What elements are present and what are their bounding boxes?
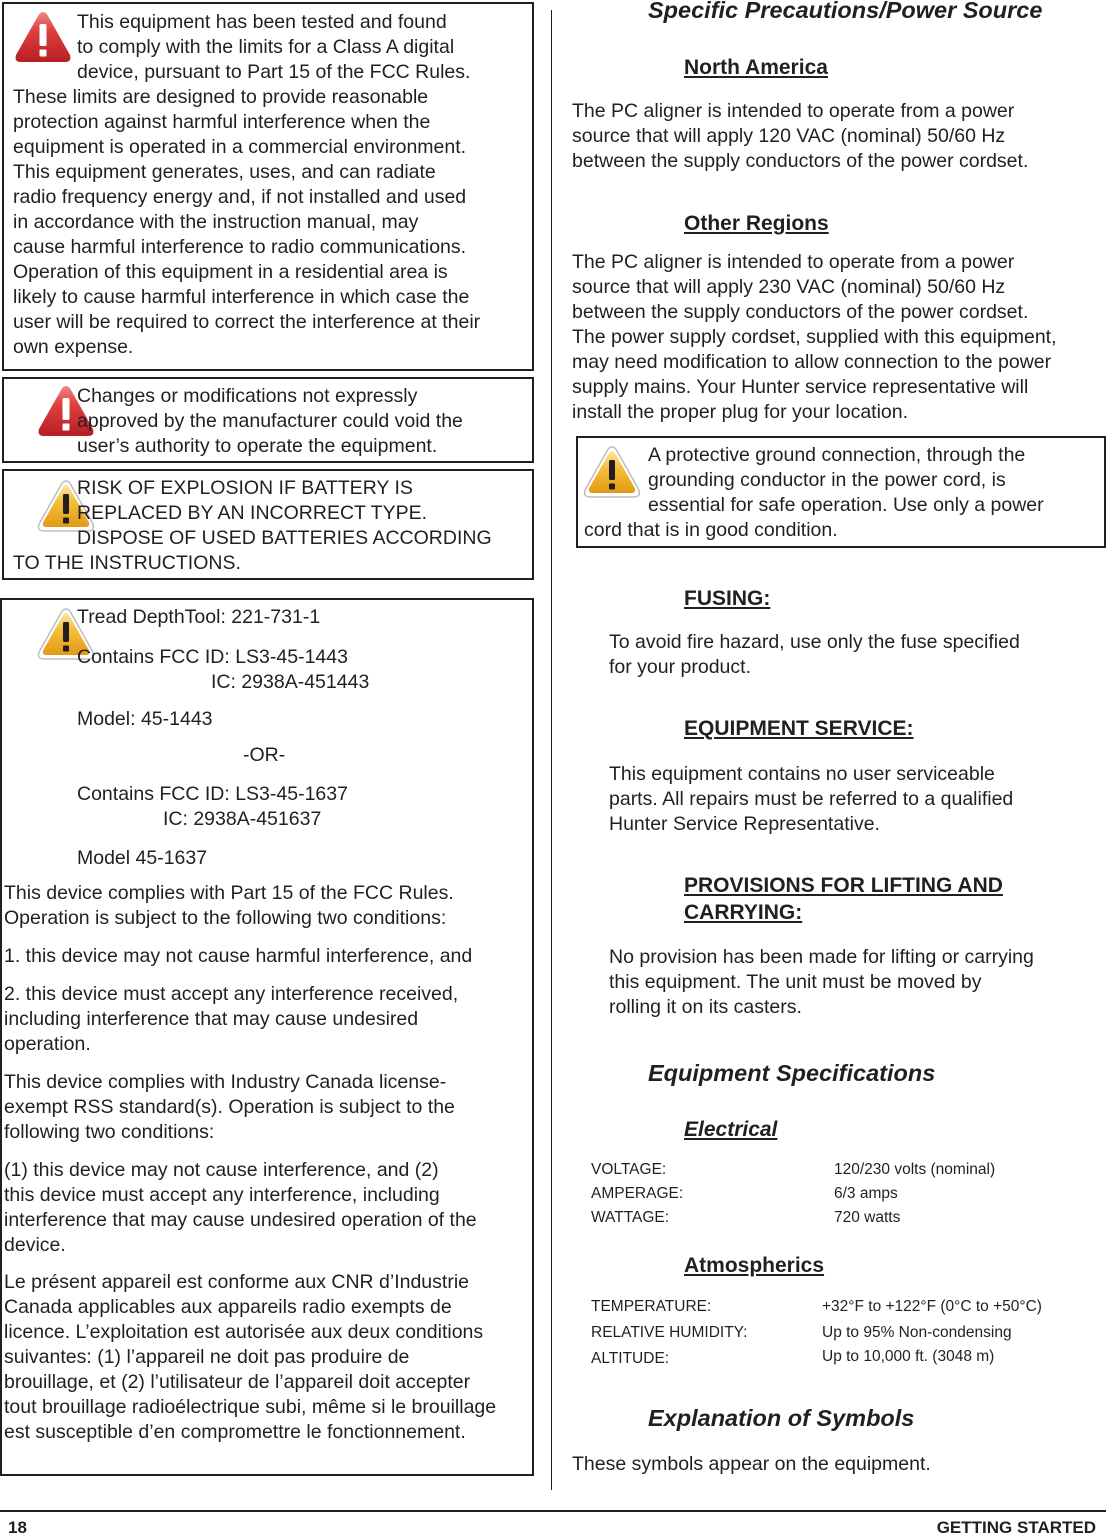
column-divider: [551, 10, 552, 1490]
fusing-heading: FUSING:: [684, 587, 771, 610]
spec-label-amperage: AMPERAGE:: [591, 1185, 684, 1202]
ic-condition-line: interference that may cause undesired operation of the: [4, 1209, 477, 1231]
danger-warning-icon: [13, 9, 73, 65]
condition-2-line: including interference that may cause undesired: [4, 1008, 419, 1030]
ic-compliance-line: This device complies with Industry Canada license-: [4, 1071, 447, 1093]
fcc-body-line: likely to cause harmful interference in which case the: [13, 286, 470, 308]
modification-line: Changes or modifications not expressly: [77, 385, 418, 407]
ic-condition-line: (1) this device may not cause interference, and (2): [4, 1159, 439, 1181]
battery-line: REPLACED BY AN INCORRECT TYPE.: [77, 502, 428, 524]
service-line: parts. All repairs must be referred to a qualified: [609, 788, 1014, 810]
service-heading: EQUIPMENT SERVICE:: [684, 717, 914, 740]
fcc-body-line: user will be required to correct the interference at their: [13, 311, 481, 333]
french-line: licence. L’exploitation est autorisée aux deux conditions: [4, 1321, 484, 1343]
other-regions-heading: Other Regions: [684, 212, 829, 235]
other-regions-line: source that will apply 230 VAC (nominal) 50/60 Hz: [572, 276, 1006, 298]
fcc-body-line: Operation of this equipment in a residential area is: [13, 261, 448, 283]
fcc-intro-line-3: device, pursuant to Part 15 of the FCC Rules.: [77, 61, 471, 83]
condition-1: 1. this device may not cause harmful interference, and: [4, 945, 473, 967]
ic-id-2: IC: 2938A-451637: [163, 808, 322, 830]
french-line: Le présent appareil est conforme aux CNR d’Industrie: [4, 1271, 469, 1293]
fusing-line: To avoid fire hazard, use only the fuse specified: [609, 631, 1020, 653]
fcc-body-line: protection against harmful interference when the: [13, 111, 431, 133]
fcc-id-1: Contains FCC ID: LS3-45-1443: [77, 646, 348, 668]
french-line: suivantes: (1) l’appareil ne doit pas produire de: [4, 1346, 410, 1368]
fcc-body-line: equipment is operated in a commercial environment.: [13, 136, 467, 158]
fcc-intro-line-1: This equipment has been tested and found: [77, 11, 447, 33]
ground-warning-box: [576, 436, 1106, 548]
modification-line: approved by the manufacturer could void the: [77, 410, 463, 432]
lifting-line: No provision has been made for lifting or carrying: [609, 946, 1034, 968]
battery-line: DISPOSE OF USED BATTERIES ACCORDING: [77, 527, 492, 549]
service-line: This equipment contains no user serviceable: [609, 763, 995, 785]
or-separator: -OR-: [243, 744, 286, 766]
spec-label-wattage: WATTAGE:: [591, 1209, 670, 1226]
ic-compliance-line: following two conditions:: [4, 1121, 215, 1143]
other-regions-line: install the proper plug for your location.: [572, 401, 909, 423]
spec-value-temperature: +32°F to +122°F (0°C to +50°C): [822, 1298, 1042, 1315]
ic-id-1: IC: 2938A-451443: [211, 671, 370, 693]
battery-line: RISK OF EXPLOSION IF BATTERY IS: [77, 477, 413, 499]
condition-2-line: 2. this device must accept any interference received,: [4, 983, 459, 1005]
other-regions-line: may need modification to allow connection to the power: [572, 351, 1052, 373]
fcc-intro-line-2: to comply with the limits for a Class A digital: [77, 36, 455, 58]
spec-label-voltage: VOLTAGE:: [591, 1161, 667, 1178]
lifting-line: this equipment. The unit must be moved by: [609, 971, 982, 993]
caution-warning-icon: [582, 444, 642, 500]
other-regions-line: supply mains. Your Hunter service representative will: [572, 376, 1029, 398]
spec-value-wattage: 720 watts: [834, 1209, 901, 1226]
condition-2-line: operation.: [4, 1033, 91, 1055]
north-america-line: between the supply conductors of the power cordset.: [572, 150, 1029, 172]
precautions-heading: Specific Precautions/Power Source: [648, 0, 1043, 23]
battery-warning-box: [2, 469, 534, 580]
spec-value-humidity: Up to 95% Non-condensing: [822, 1324, 1012, 1341]
spec-value-altitude: Up to 10,000 ft. (3048 m): [822, 1348, 995, 1365]
french-line: tout brouillage radioélectrique subi, même si le brouillage: [4, 1396, 497, 1418]
french-line: est susceptible d’en compromettre le fonctionnement.: [4, 1421, 466, 1443]
footer-rule: [0, 1510, 1106, 1512]
north-america-heading: North America: [684, 56, 828, 79]
ic-condition-line: device.: [4, 1234, 66, 1256]
north-america-line: The PC aligner is intended to operate from a power: [572, 100, 1015, 122]
battery-last-line: TO THE INSTRUCTIONS.: [13, 552, 241, 574]
lifting-line: rolling it on its casters.: [609, 996, 802, 1018]
symbols-text: These symbols appear on the equipment.: [572, 1453, 931, 1475]
electrical-heading: Electrical: [684, 1118, 778, 1141]
spec-label-humidity: RELATIVE HUMIDITY:: [591, 1324, 748, 1341]
spec-label-altitude: ALTITUDE:: [591, 1350, 670, 1367]
ic-condition-line: this device must accept any interference, including: [4, 1184, 440, 1206]
fusing-line: for your product.: [609, 656, 751, 678]
ground-last-line: cord that is in good condition.: [584, 519, 838, 541]
fcc-body-line: radio frequency energy and, if not installed and used: [13, 186, 467, 208]
tread-tool-box: [0, 598, 534, 1476]
french-line: Canada applicables aux appareils radio exempts de: [4, 1296, 452, 1318]
fcc-body-line: This equipment generates, uses, and can radiate: [13, 161, 436, 183]
fcc-body-line: own expense.: [13, 336, 134, 358]
other-regions-line: The power supply cordset, supplied with this equipment,: [572, 326, 1057, 348]
french-line: brouillage, et (2) l’utilisateur de l’appareil doit accepter: [4, 1371, 471, 1393]
other-regions-line: between the supply conductors of the power cordset.: [572, 301, 1029, 323]
other-regions-line: The PC aligner is intended to operate from a power: [572, 251, 1015, 273]
ground-line: essential for safe operation. Use only a power: [648, 494, 1044, 516]
model-1: Model: 45-1443: [77, 708, 213, 730]
spec-value-amperage: 6/3 amps: [834, 1185, 898, 1202]
spec-value-voltage: 120/230 volts (nominal): [834, 1161, 996, 1178]
ground-line: A protective ground connection, through the: [648, 444, 1026, 466]
fcc-body-line: in accordance with the instruction manual, may: [13, 211, 419, 233]
lifting-heading-line-2: CARRYING:: [684, 901, 803, 924]
fcc-warning-box: [2, 2, 534, 371]
lifting-heading-line-1: PROVISIONS FOR LIFTING AND: [684, 874, 1003, 897]
service-line: Hunter Service Representative.: [609, 813, 880, 835]
model-2: Model 45-1637: [77, 847, 208, 869]
tread-tool-part: Tread DepthTool: 221-731-1: [77, 606, 321, 628]
fcc-body-line: These limits are designed to provide reasonable: [13, 86, 429, 108]
north-america-line: source that will apply 120 VAC (nominal) 50/60 Hz: [572, 125, 1006, 147]
ic-compliance-line: exempt RSS standard(s). Operation is subject to the: [4, 1096, 455, 1118]
ground-line: grounding conductor in the power cord, is: [648, 469, 1006, 491]
footer-section-title: GETTING STARTED: [936, 1518, 1096, 1537]
fcc-id-2: Contains FCC ID: LS3-45-1637: [77, 783, 348, 805]
spec-label-temperature: TEMPERATURE:: [591, 1298, 712, 1315]
atmospherics-heading: Atmospherics: [684, 1254, 825, 1277]
modification-line: user’s authority to operate the equipment.: [77, 435, 438, 457]
fcc-compliance-line: This device complies with Part 15 of the FCC Rules.: [4, 882, 454, 904]
modification-warning-box: [2, 377, 534, 463]
fcc-body-line: cause harmful interference to radio communications.: [13, 236, 467, 258]
page-number: 18: [8, 1518, 27, 1537]
specifications-heading: Equipment Specifications: [648, 1060, 936, 1086]
fcc-compliance-line: Operation is subject to the following two conditions:: [4, 907, 447, 929]
symbols-heading: Explanation of Symbols: [648, 1405, 915, 1431]
